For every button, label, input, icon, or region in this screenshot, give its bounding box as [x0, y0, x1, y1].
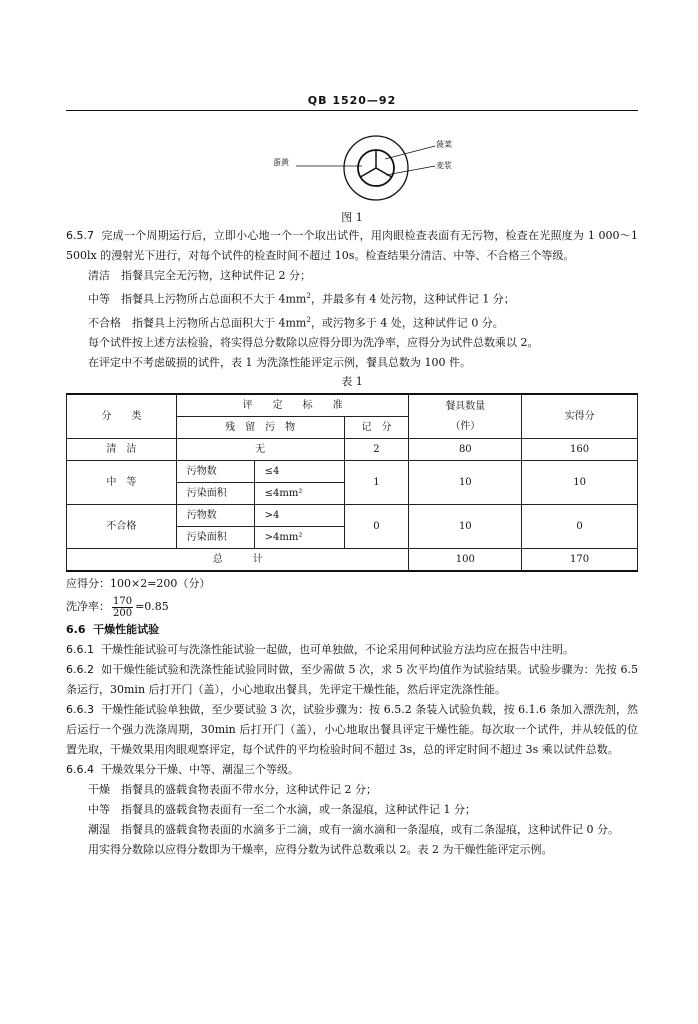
cell-residue-label: 污染面积 [176, 527, 254, 549]
table-row-total [67, 549, 638, 572]
divider-right [376, 168, 392, 177]
table-row-clean [67, 439, 638, 461]
grade-fail-b: ，或污物多于 4 处，这种试件记 0 分。 [310, 316, 504, 330]
cell-residue: 无 [176, 439, 344, 461]
grade-clean: 清洁 指餐具完全无污物，这种试件记 2 分； [88, 269, 311, 282]
label-top-right: 菠菜 [436, 140, 452, 149]
section-number: 6.6.1 [66, 643, 94, 657]
th-residue: 残 留 污 物 [176, 417, 344, 439]
grade-medium-b: ，并最多有 4 处污物，这种试件记 1 分； [310, 292, 515, 306]
th-count-a: 餐具数量 [445, 400, 486, 412]
paragraph-dry-rate: 用实得分数除以应得分数即为干燥率，应得分数为试件总数乘以 2。表 2 为干燥性能评定示例。 [88, 843, 553, 857]
rate-fraction [112, 596, 133, 619]
section-6-6-3 [66, 700, 638, 760]
grade-fail-a: 不合格 指餐具上污物所占总面积大于 4mm [88, 316, 307, 330]
section-6-6-2 [66, 660, 638, 700]
th-criteria: 评 定 标 准 [176, 394, 409, 417]
cell-residue-value: ≤4mm² [254, 483, 344, 505]
cell-residue-label: 污物数 [176, 505, 254, 527]
section-number: 6.6 [66, 623, 86, 637]
paragraph-example: 在评定中不考虑破损的试件，表 1 为洗涤性能评定示例，餐具总数为 100 件。 [88, 356, 471, 370]
th-score: 记 分 [344, 417, 409, 439]
rate-numerator: 170 [113, 595, 133, 607]
medium-grade: 中等 指餐具的盛载食物表面有一至二个水滴，或一条湿痕，这种试件记 1 分； [88, 803, 476, 817]
section-6-6-1 [66, 640, 638, 660]
section-6-6-heading [66, 620, 638, 640]
cell-score: 0 [344, 505, 409, 549]
paragraph-text: 完成一个周期运行后，立即小心地一个一个取出试件，用肉眼检查表面有无污物，检查在光照度为 1 000～1 500lx 的漫射光下进行，对每个试件的检查时间不超过 10s。检查结果分清洁、中等、不合格三个等级。 [66, 229, 639, 262]
cell-category: 不合格 [67, 505, 177, 549]
cell-total-count: 100 [409, 549, 522, 572]
paragraph-text: 干燥性能试验可与洗涤性能试验一起做，也可单独做，不论采用何种试验方法均应在报告中注明。 [101, 643, 574, 657]
section-6-5-7 [66, 226, 638, 266]
body-text [66, 226, 638, 860]
section-number: 6.6.3 [66, 703, 94, 717]
th-count-b: （件） [450, 420, 481, 432]
dry-grade: 干燥 指餐具的盛载食物表面不带水分，这种试件记 2 分； [88, 783, 377, 797]
th-category: 分 类 [67, 394, 177, 439]
cell-residue-value: >4mm² [254, 527, 344, 549]
calc-rate-value: =0.85 [135, 600, 169, 614]
th-actual: 实得分 [522, 394, 638, 439]
cell-actual: 160 [522, 439, 638, 461]
paragraph-text: 干燥性能试验单独做，至少要试验 3 次，试验步骤为：按 6.5.2 条装入试验负载，按 6.1.6 条加入漂洗剂，然后运行一个强力洗涤周期，30min 后打开门（盖），小心地取出餐具评定干燥性能。每次取一个试件，并从较低的位置先取，干燥效果用肉眼观察评定，每个试件的平均检验时间不超过 3s，总的评定时间不超过 3s 乘以试件总数。 [66, 703, 639, 757]
cell-actual: 0 [522, 505, 638, 549]
cell-count: 10 [409, 461, 522, 505]
leader-top-right [385, 146, 435, 159]
cell-count: 80 [409, 439, 522, 461]
grade-fail: 不合格 指餐具上污物所占总面积大于 $4mm^2$，或污物多于 4 处，这种试件记 0 分。 [88, 315, 504, 330]
calc-rate-label: 洗净率： [66, 600, 110, 614]
cell-category: 中 等 [67, 461, 177, 505]
table-1-caption: 表 1 [341, 375, 363, 389]
cell-total-actual: 170 [522, 549, 638, 572]
cell-total-label: 总 计 [67, 549, 409, 572]
table-1 [66, 393, 638, 572]
table-row-fail [67, 505, 638, 527]
figure-1-diagram [272, 128, 452, 206]
section-6-6-4 [66, 760, 638, 780]
cell-score: 1 [344, 461, 409, 505]
cell-score: 2 [344, 439, 409, 461]
cell-residue-value: >4 [254, 505, 344, 527]
rate-denominator: 200 [113, 607, 133, 619]
divider-left [360, 168, 376, 177]
label-bottom-right: 麦浆 [436, 161, 452, 170]
cell-residue-label: 污物数 [176, 461, 254, 483]
cell-category: 清 洁 [67, 439, 177, 461]
cell-count: 10 [409, 505, 522, 549]
section-number: 6.6.4 [66, 763, 94, 777]
label-left: 蛋黄 [273, 158, 289, 167]
grade-medium-a: 中等 指餐具上污物所占总面积不大于 4mm [88, 292, 307, 306]
section-number: 6.6.2 [66, 663, 94, 677]
section-number: 6.5.7 [66, 229, 94, 242]
table-row-medium [67, 461, 638, 483]
calc-due: 应得分：100×2=200（分） [66, 577, 211, 591]
paragraph-text: 如干燥性能试验和洗涤性能试验同时做，至少需做 5 次，求 5 次平均值作为试验结果。试验步骤为：先按 6.5 条运行，30min 后打开门（盖），小心地取出餐具，先评定干燥性能，然后评定洗涤性能。 [66, 663, 638, 697]
table-header-row [67, 394, 638, 417]
standard-header: QB 1520—92 [307, 94, 397, 107]
paragraph-text: 干燥效果分干燥、中等、潮湿三个等级。 [101, 763, 299, 777]
wet-grade: 潮湿 指餐具的盛载食物表面的水滴多于二滴，或有一滴水滴和一条湿痕，或有二条湿痕，这种试件记 0 分。 [88, 823, 619, 837]
paragraph-score: 每个试件按上述方法检验，将实得总分数除以应得分即为洗净率，应得分为试件总数乘以 2。 [88, 336, 539, 350]
th-count [409, 394, 522, 439]
document-page [66, 0, 638, 1024]
figure-caption: 图 1 [341, 211, 363, 224]
cell-actual: 10 [522, 461, 638, 505]
section-title: 干燥性能试验 [93, 623, 160, 637]
cell-residue-label: 污染面积 [176, 483, 254, 505]
grade-medium: 中等 指餐具上污物所占总面积不大于 $4mm^2$，并最多有 4 处污物，这种试件记 1 分； [88, 292, 515, 306]
header-rule [66, 110, 638, 111]
calc-rate [66, 594, 638, 620]
cell-residue-value: ≤4 [254, 461, 344, 483]
